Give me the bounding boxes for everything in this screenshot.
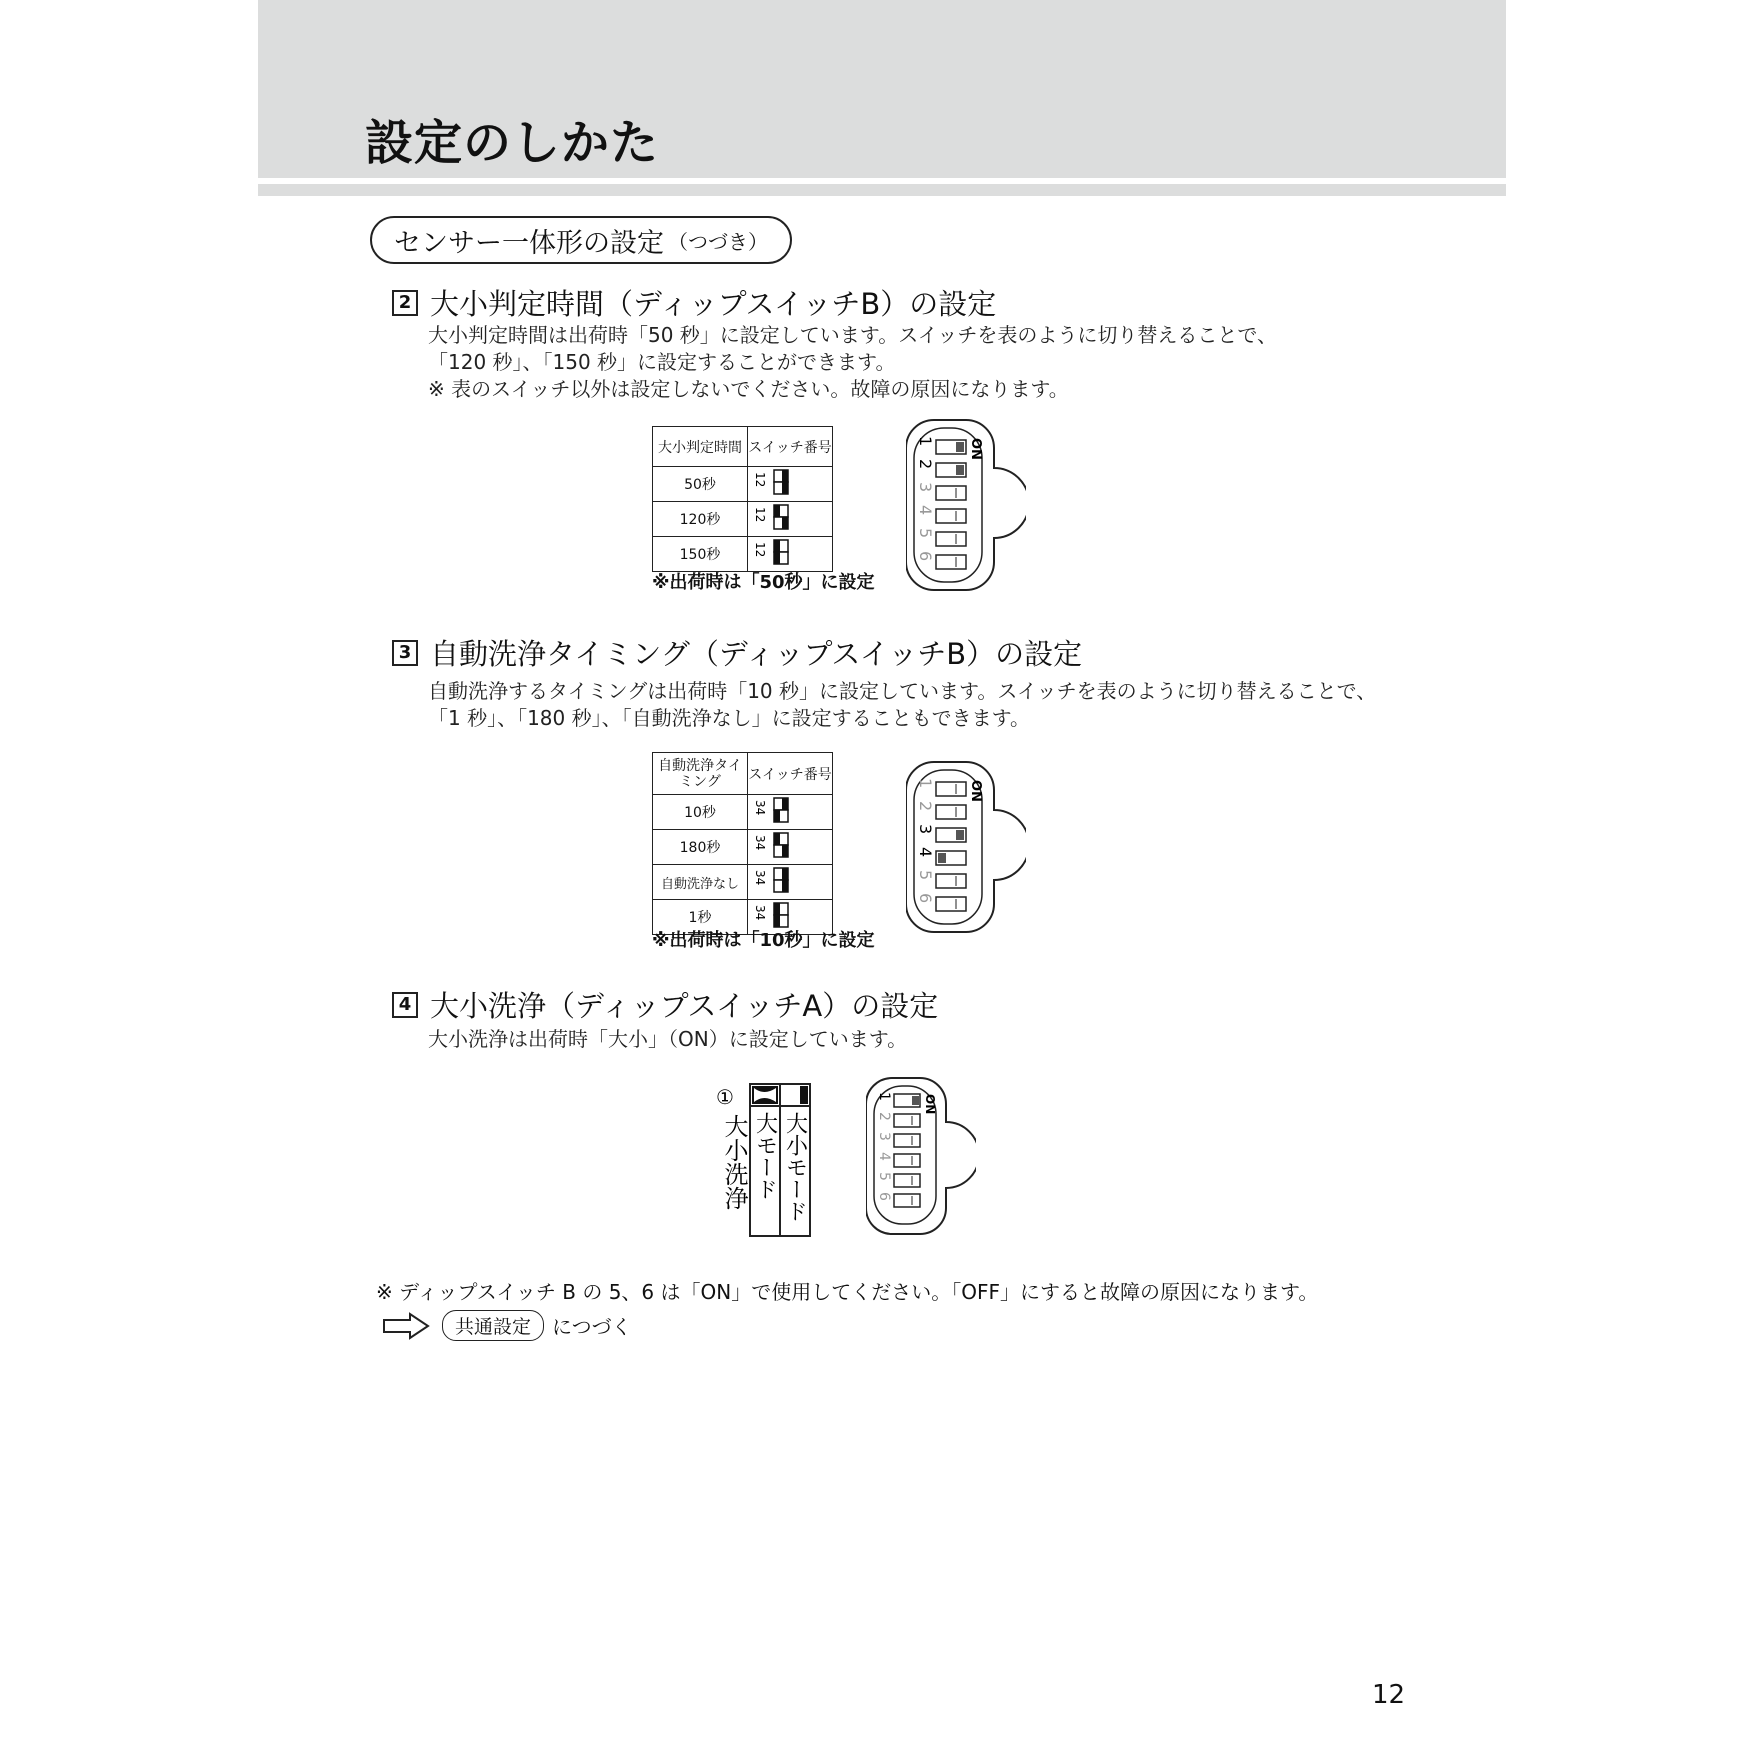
table-row-label: 10秒 [653, 795, 748, 830]
sec4-mode-diagram [716, 1082, 816, 1238]
section-pill-sub: （つづき） [668, 229, 768, 254]
switch-state-cell [748, 795, 833, 830]
dip-on-label: ON [968, 780, 983, 802]
dip-number: 4 [876, 1152, 892, 1161]
table-header-cell: 自動洗浄タイミング [653, 753, 748, 795]
sec2-heading [392, 282, 996, 323]
switch-state-icon [748, 502, 832, 532]
switch-state-icon [748, 537, 832, 567]
page-number: 12 [1372, 1680, 1406, 1710]
switch-state-cell [748, 502, 833, 537]
footer-note: ※ ディップスイッチ B の 5、6 は「ON」で使用してください。「OFF」にすると故障の原因になります。 [376, 1280, 1319, 1304]
sec2-heading-text: 大小判定時間（ディップスイッチB）の設定 [430, 287, 997, 321]
dip-switch-b-icon [906, 760, 1026, 936]
table-row-label: 180秒 [653, 830, 748, 865]
sec3-line: 「1 秒」、「180 秒」、「自動洗浄なし」に設定することもできます。 [428, 706, 1031, 730]
mode-label-big: 大モード [752, 1112, 778, 1200]
table-header-cell: スイッチ番号 [748, 753, 833, 795]
switch-numbers: 34 [753, 800, 767, 816]
mode-label-big-small: 大小モード [782, 1112, 808, 1222]
sec2-factory-note: ※出荷時は「50秒」に設定 [652, 572, 875, 593]
switch-numbers: 34 [753, 835, 767, 851]
continue-suffix: につづく [552, 1315, 632, 1339]
table-header-cell: 大小判定時間 [653, 427, 748, 467]
dip-number: 1 [916, 778, 935, 789]
sec2-line: 「120 秒」、「150 秒」に設定することができます。 [428, 350, 896, 374]
table-row-label: 1秒 [653, 900, 748, 935]
dip-number: 6 [876, 1192, 892, 1201]
table-row-label: 50秒 [653, 467, 748, 502]
switch-state-cell [748, 537, 833, 572]
switch-state-cell [748, 467, 833, 502]
dip-number: 3 [916, 824, 935, 835]
switch-numbers: 34 [753, 870, 767, 886]
section-pill-label: センサー一体形の設定 [394, 227, 664, 259]
dip-number: 2 [876, 1112, 892, 1121]
switch-state-icon [748, 830, 832, 860]
switch-state-cell [748, 830, 833, 865]
dip-number: 6 [916, 893, 935, 904]
sec2-line: ※ 表のスイッチ以外は設定しないでください。故障の原因になります。 [428, 377, 1069, 401]
sec3-heading-text: 自動洗浄タイミング（ディップスイッチB）の設定 [430, 637, 1083, 671]
dip-number: 2 [916, 801, 935, 812]
sec3-number-box: 3 [392, 640, 418, 666]
sec3-body [428, 678, 1376, 732]
dip-number: 5 [876, 1172, 892, 1181]
dip-number: 3 [916, 482, 935, 493]
common-settings-link[interactable]: 共通設定 [442, 1310, 544, 1341]
sec2-body [428, 322, 1277, 403]
sec4-heading [392, 984, 938, 1025]
dip-switch-b-icon [906, 418, 1026, 594]
sec4-heading-text: 大小洗浄（ディップスイッチA）の設定 [430, 989, 939, 1023]
dip-number: 1 [916, 436, 935, 447]
switch-numbers: 34 [753, 905, 767, 921]
circle-number: ① [716, 1085, 734, 1109]
continue-row [382, 1310, 632, 1341]
dip-number: 5 [916, 870, 935, 881]
switch-state-icon [748, 467, 832, 497]
dip-on-label: ON [968, 438, 983, 460]
sec3-switch-table [652, 752, 833, 935]
sec2-line: 大小判定時間は出荷時「50 秒」に設定しています。スイッチを表のように切り替えることで、 [428, 323, 1278, 347]
sec2-number-box: 2 [392, 290, 418, 316]
dip-number: 6 [916, 551, 935, 562]
dip-on-label: ON [923, 1094, 937, 1115]
sec2-switch-table [652, 426, 833, 572]
section-pill [370, 216, 792, 264]
switch-state-icon [748, 795, 832, 825]
dip-number: 1 [876, 1092, 892, 1101]
sec3-heading [392, 632, 1082, 673]
dip-number: 4 [916, 847, 935, 858]
page-title: 設定のしかた [365, 115, 660, 171]
dip-number: 5 [916, 528, 935, 539]
switch-state-cell [748, 865, 833, 900]
switch-numbers: 12 [753, 472, 767, 488]
sec4-body [428, 1026, 907, 1053]
dip-number: 2 [916, 459, 935, 470]
mode-label-big-small-wash: 大小洗浄 [720, 1114, 748, 1210]
switch-numbers: 12 [753, 542, 767, 558]
dip-switch-a-icon [866, 1076, 976, 1236]
sec3-factory-note: ※出荷時は「10秒」に設定 [652, 930, 875, 951]
table-header-cell: スイッチ番号 [748, 427, 833, 467]
switch-numbers: 12 [753, 507, 767, 523]
arrow-right-icon [382, 1312, 432, 1340]
switch-state-icon [748, 865, 832, 895]
header-rule [258, 184, 1506, 196]
table-row-label: 自動洗浄なし [653, 865, 748, 900]
sec3-line: 自動洗浄するタイミングは出荷時「10 秒」に設定しています。スイッチを表のように切り替えることで、 [428, 679, 1377, 703]
dip-number: 4 [916, 505, 935, 516]
dip-number: 3 [876, 1132, 892, 1141]
sec4-number-box: 4 [392, 992, 418, 1018]
table-row-label: 120秒 [653, 502, 748, 537]
sec4-line: 大小洗浄は出荷時「大小」（ON）に設定しています。 [428, 1027, 908, 1051]
table-row-label: 150秒 [653, 537, 748, 572]
